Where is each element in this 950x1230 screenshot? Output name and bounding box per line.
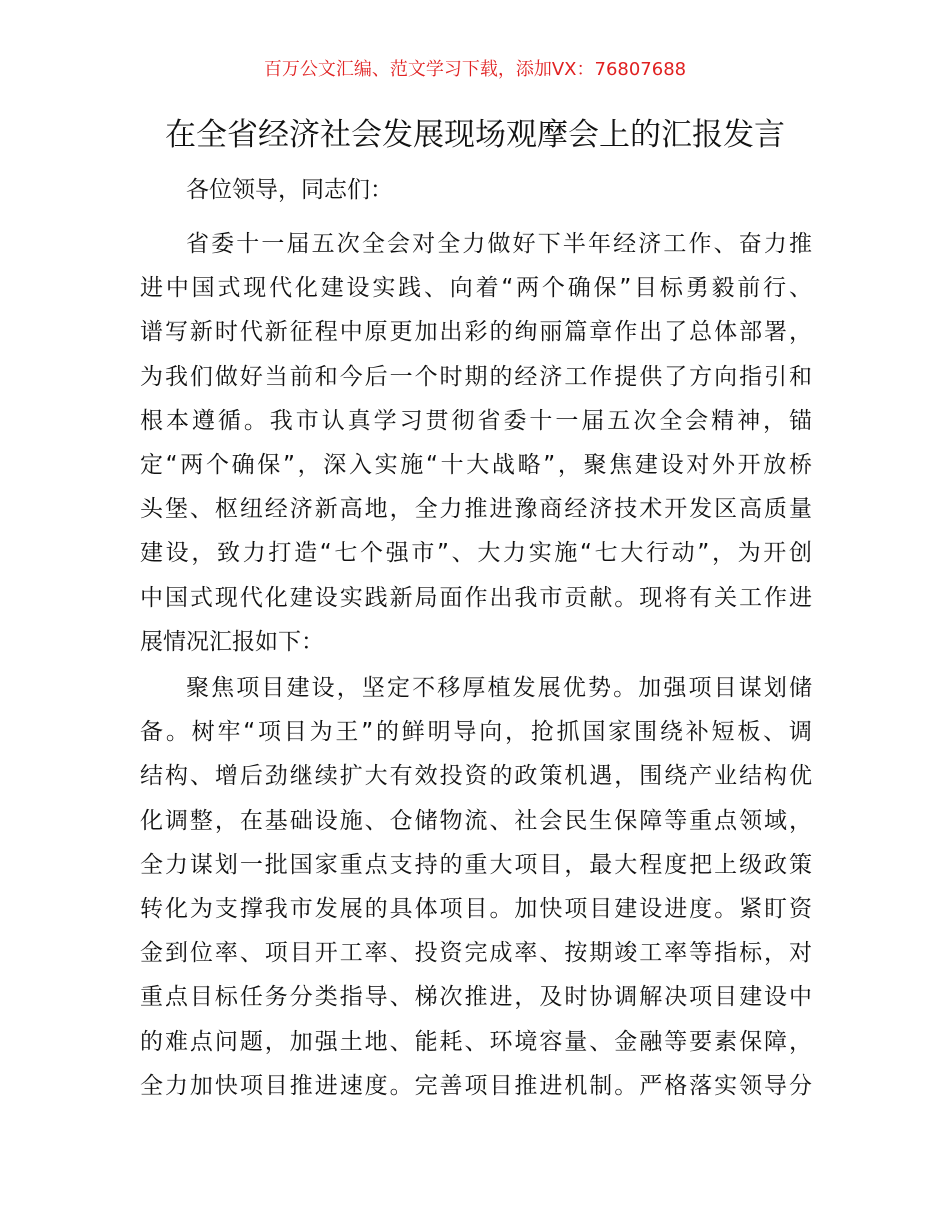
salutation: 各位领导，同志们： xyxy=(186,177,393,203)
text-line: 金到位率、项目开工率、投资完成率、按期竣工率等指标，对 xyxy=(140,940,812,967)
text-line: 的难点问题，加强土地、能耗、环境容量、金融等要素保障， xyxy=(140,1028,812,1055)
paragraph-1 xyxy=(140,222,812,664)
text-line: 定“两个确保”，深入实施“十大战略”，聚焦建设对外开放桥 xyxy=(140,451,812,478)
text-line: 备。树牢“项目为王”的鲜明导向，抢抓国家围绕补短板、调 xyxy=(140,719,812,746)
document-title: 在全省经济社会发展现场观摩会上的汇报发言 xyxy=(165,117,785,153)
text-line: 转化为支撑我市发展的具体项目。加快项目建设进度。紧盯资 xyxy=(140,895,812,922)
text-line: 聚焦项目建设，坚定不移厚植发展优势。加强项目谋划储 xyxy=(186,675,812,701)
watermark-header: 百万公文汇编、范文学习下载，添加VX：76807688 xyxy=(263,59,687,80)
text-line: 全力谋划一批国家重点支持的重大项目，最大程度把上级政策 xyxy=(140,851,812,878)
text-line: 根本遵循。我市认真学习贯彻省委十一届五次全会精神，锚 xyxy=(140,407,812,434)
text-line: 展情况汇报如下： xyxy=(140,628,324,655)
text-line: 中国式现代化建设实践新局面作出我市贡献。现将有关工作进 xyxy=(140,584,812,611)
paragraph-2 xyxy=(140,666,812,1108)
text-line: 谱写新时代新征程中原更加出彩的绚丽篇章作出了总体部署， xyxy=(140,319,812,346)
text-line: 重点目标任务分类指导、梯次推进，及时协调解决项目建设中 xyxy=(140,984,812,1011)
text-line: 结构、增后劲继续扩大有效投资的政策机遇，围绕产业结构优 xyxy=(140,763,812,790)
text-line: 建设，致力打造“七个强市”、大力实施“七大行动”，为开创 xyxy=(140,540,812,567)
text-line: 进中国式现代化建设实践、向着“两个确保”目标勇毅前行、 xyxy=(140,275,812,302)
text-line: 省委十一届五次全会对全力做好下半年经济工作、奋力推 xyxy=(186,231,812,257)
text-line: 全力加快项目推进速度。完善项目推进机制。严格落实领导分 xyxy=(140,1072,812,1099)
text-line: 为我们做好当前和今后一个时期的经济工作提供了方向指引和 xyxy=(140,363,812,390)
text-line: 化调整，在基础设施、仓储物流、社会民生保障等重点领域， xyxy=(140,807,812,834)
text-line: 头堡、枢纽经济新高地，全力推进豫商经济技术开发区高质量 xyxy=(140,496,812,523)
